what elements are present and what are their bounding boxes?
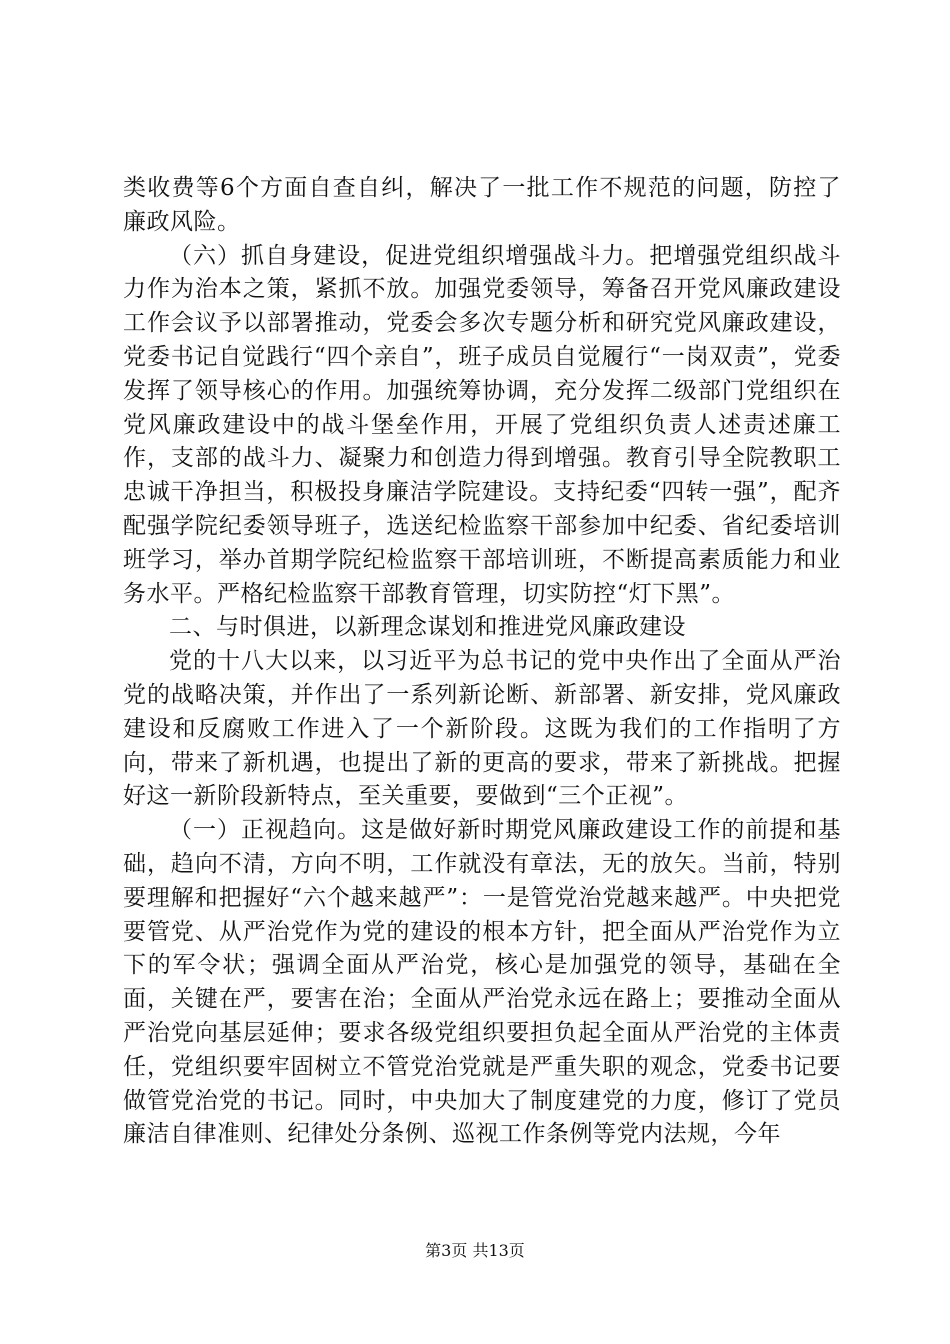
paragraph-2: （六）抓自身建设，促进党组织增强战斗力。把增强党组织战斗力作为治本之策，紧抓不放。加强党委领导，筹备召开党风廉政建设工作会议予以部署推动，党委会多次专题分析和研究党风廉政建设，党委书记自觉践行“四个亲自”，班子成员自觉履行“一岗双责”，党委发挥了领导核心的作用。加强统筹协调，充分发挥二级部门党组织在党风廉政建设中的战斗堡垒作用，开展了党组织负责人述责述廉工作，支部的战斗力、凝聚力和创造力得到增强。教育引导全院教职工忠诚干净担当，积极投身廉洁学院建设。支持纪委“四转一强”，配齐配强学院纪委领导班子，选送纪检监察干部参加中纪委、省纪委培训班学习，举办首期学院纪检监察干部培训班，不断提高素质能力和业务水平。严格纪检监察干部教育管理，切实防控“灯下黑”。 xyxy=(123,242,841,607)
paragraph-3: 党的十八大以来，以习近平为总书记的党中央作出了全面从严治党的战略决策，并作出了一系列新论断、新部署、新安排，党风廉政建设和反腐败工作进入了一个新阶段。这既为我们的工作指明了方向，带来了新机遇，也提出了新的更高的要求，带来了新挑战。把握好这一新阶段新特点，至关重要，要做到“三个正视”。 xyxy=(123,648,841,810)
section-heading: 二、与时俱进，以新理念谋划和推进党风廉政建设 xyxy=(169,614,686,641)
paragraph-4: （一）正视趋向。这是做好新时期党风廉政建设工作的前提和基础，趋向不清，方向不明，工作就没有章法，无的放矢。当前，特别要理解和把握好“六个越来越严”：一是管党治党越来越严。中央把党要管党、从严治党作为党的建设的根本方针，把全面从严治党作为立下的军令状；强调全面从严治党，核心是加强党的领导，基础在全面，关键在严，要害在治；全面从严治党永远在路上；要推动全面从严治党向基层延伸；要求各级党组织要担负起全面从严治党的主体责任，党组织要牢固树立不管党治党就是严重失职的观念，党委书记要做管党治党的书记。同时，中央加大了制度建党的力度，修订了党员廉洁自律准则、纪律处分条例、巡视工作条例等党内法规，今年 xyxy=(123,817,841,1148)
paragraph-1: 类收费等6个方面自查自纠，解决了一批工作不规范的问题，防控了廉政风险。 xyxy=(123,175,841,235)
page-footer: 第3页 共13页 xyxy=(425,1241,525,1260)
document-body xyxy=(123,172,841,1152)
